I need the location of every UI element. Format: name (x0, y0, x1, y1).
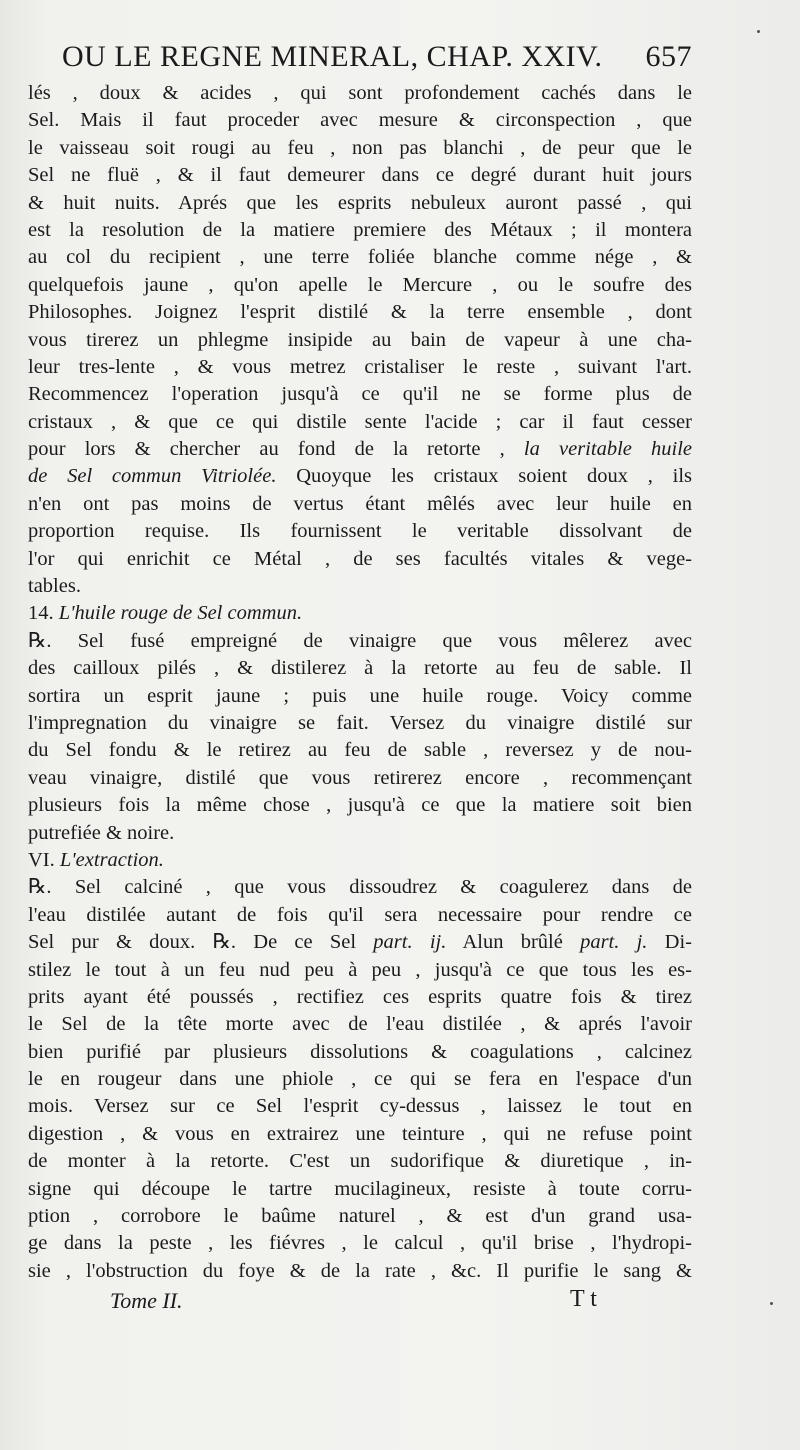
text-run: Sel pur & doux. ℞. De ce Sel (28, 931, 374, 954)
text-line (28, 162, 692, 189)
text-line (28, 491, 692, 518)
text-line (28, 107, 692, 134)
text-run: au col du recipient , une terre foliée blanche comme nége , & (28, 246, 692, 269)
text-run: l'impregnation du vinaigre se fait. Versez du vinaigre distilé sur (28, 711, 692, 734)
text-run: sie , l'obstruction du foye & de la rate , &c. Il purifie le sang & (28, 1259, 692, 1282)
text-run: vous tirerez un phlegme insipide au bain de vapeur à une cha- (28, 328, 692, 351)
volume-mark: Tome II. (110, 1288, 183, 1313)
text-line (28, 1066, 692, 1093)
text-line (28, 874, 692, 901)
text-run: l'or qui enrichit ce Métal , de ses facultés vitales & vege- (28, 547, 692, 570)
text-run: leur tres-lente , & vous metrez cristaliser le reste , suivant l'art. (28, 355, 692, 378)
text-line (28, 244, 692, 271)
text-run: le Sel de la tête morte avec de l'eau distilée , & aprés l'avoir (28, 1013, 692, 1036)
page-footer (110, 1288, 610, 1320)
text-line (28, 628, 692, 655)
text-line (28, 847, 692, 874)
text-run: Sel ne fluë , & il faut demeurer dans ce degré durant huit jours (28, 164, 692, 187)
page-number: 657 (645, 40, 692, 73)
text-line (28, 765, 692, 792)
text-run: proportion requise. Ils fournissent le veritable dissolvant de (28, 520, 692, 543)
text-line (28, 655, 692, 682)
text-line (28, 1039, 692, 1066)
text-run: mois. Versez sur ce Sel l'esprit cy-dessus , laissez le tout en (28, 1095, 692, 1118)
text-run: stilez le tout à un feu nud peu à peu , jusqu'à ce que tous les es- (28, 958, 692, 981)
text-line (28, 710, 692, 737)
text-line (28, 190, 692, 217)
italic-run: part. j. (580, 931, 648, 954)
text-line (28, 1203, 692, 1230)
text-line (28, 272, 692, 299)
text-line (28, 573, 692, 600)
text-line (28, 737, 692, 764)
text-run: tables. (28, 575, 81, 598)
text-line (28, 436, 692, 463)
text-line (28, 463, 692, 490)
text-line (28, 792, 692, 819)
text-line (28, 299, 692, 326)
text-line (28, 820, 692, 847)
text-run: Di- (647, 931, 692, 954)
paper-speck (757, 30, 760, 33)
text-run: cristaux , & que ce qui distile sente l'acide ; car il faut cesser (28, 410, 692, 433)
italic-run: la veritable huile (523, 438, 692, 461)
text-run: bien purifié par plusieurs dissolutions & coagulations , calcinez (28, 1040, 692, 1063)
text-run: VI. (28, 848, 60, 871)
text-run: putrefiée & noire. (28, 821, 175, 844)
paper-speck (770, 1302, 773, 1305)
body-text (28, 80, 692, 1285)
text-line (28, 1011, 692, 1038)
italic-run: L'extraction. (59, 848, 164, 871)
text-run: Recommencez l'operation jusqu'à ce qu'il ne se forme plus de (28, 383, 692, 406)
text-line (28, 683, 692, 710)
text-run: de monter à la retorte. C'est un sudorifique & diuretique , in- (28, 1150, 692, 1173)
text-line (28, 546, 692, 573)
text-line (28, 327, 692, 354)
text-run: pour lors & chercher au fond de la retorte , (28, 438, 524, 461)
running-header (62, 40, 692, 80)
text-run: 14. (28, 602, 59, 625)
text-run: est la resolution de la matiere premiere des Métaux ; il montera (28, 218, 692, 241)
text-line (28, 354, 692, 381)
text-run: le en rougeur dans une phiole , ce qui se fera en l'espace d'un (28, 1068, 692, 1091)
text-run: n'en ont pas moins de vertus étant mêlés avec leur huile en (28, 492, 692, 515)
signature-mark: T t (570, 1286, 597, 1312)
text-line (28, 1258, 692, 1285)
text-run: ℞. Sel calciné , que vous dissoudrez & coagulerez dans de (28, 876, 692, 899)
running-title: OU LE REGNE MINERAL, CHAP. XXIV. (62, 40, 603, 73)
text-line (28, 409, 692, 436)
text-line (28, 217, 692, 244)
text-run: Sel. Mais il faut proceder avec mesure & circonspection , que (28, 109, 692, 132)
text-run: digestion , & vous en extrairez une teinture , qui ne refuse point (28, 1122, 692, 1145)
text-run: veau vinaigre, distilé que vous retirerez encore , recommençant (28, 766, 692, 789)
text-line (28, 984, 692, 1011)
text-line (28, 80, 692, 107)
text-run: lés , doux & acides , qui sont profondement cachés dans le (28, 82, 692, 104)
text-run: signe qui découpe le tartre mucilagineux, resiste à toute corru- (28, 1177, 692, 1200)
text-line (28, 518, 692, 545)
text-run: ge dans la peste , les fiévres , le calcul , qu'il brise , l'hydropi- (28, 1232, 692, 1255)
text-line (28, 929, 692, 956)
text-line (28, 1230, 692, 1257)
italic-run: part. ij. (373, 931, 447, 954)
text-line (28, 1148, 692, 1175)
text-run: le vaisseau soit rougi au feu , non pas blanchi , de peur que le (28, 136, 692, 159)
text-run: Alun brûlé (446, 931, 581, 954)
italic-run: L'huile rouge de Sel commun. (58, 602, 303, 625)
text-line (28, 1176, 692, 1203)
text-run: quelquefois jaune , qu'on apelle le Mercure , ou le soufre des (28, 273, 692, 296)
text-run: des cailloux pilés , & distilerez à la retorte au feu de sable. Il (28, 657, 692, 680)
text-line (28, 1093, 692, 1120)
text-line (28, 381, 692, 408)
text-run: l'eau distilée autant de fois qu'il sera necessaire pour rendre ce (28, 903, 692, 926)
text-line (28, 600, 692, 627)
text-run: du Sel fondu & le retirez au feu de sable , reversez y de nou- (28, 739, 692, 762)
text-run: ℞. Sel fusé empreigné de vinaigre que vous mêlerez avec (28, 629, 692, 652)
text-run: Philosophes. Joignez l'esprit distilé & la terre ensemble , dont (28, 301, 692, 324)
text-line (28, 902, 692, 929)
text-run: plusieurs fois la même chose , jusqu'à ce que la matiere soit bien (28, 794, 692, 817)
text-run: Quoyque les cristaux soient doux , ils (276, 465, 693, 488)
text-run: ption , corrobore le baûme naturel , & est d'un grand usa- (28, 1205, 692, 1228)
italic-run: de Sel commun Vitriolée. (28, 465, 277, 488)
text-line (28, 957, 692, 984)
text-run: & huit nuits. Aprés que les esprits nebuleux auront passé , qui (28, 191, 692, 214)
text-run: prits ayant été poussés , rectifiez ces esprits quatre fois & tirez (28, 985, 692, 1008)
text-run: sortira un esprit jaune ; puis une huile rouge. Voicy comme (28, 684, 692, 707)
text-line (28, 135, 692, 162)
text-line (28, 1121, 692, 1148)
